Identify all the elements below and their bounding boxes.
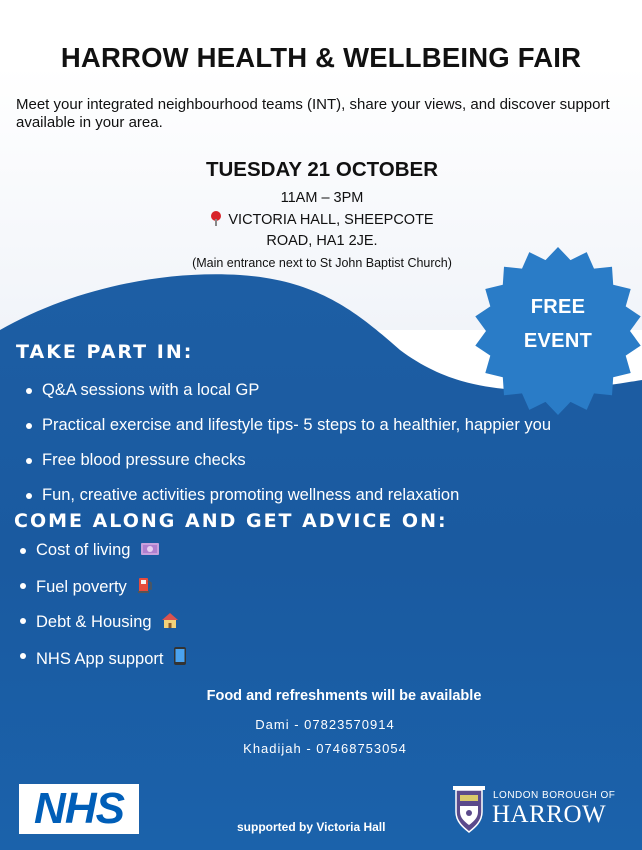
take-part-heading: TAKE PART IN:: [16, 341, 194, 363]
mobile-phone-icon: [173, 646, 187, 666]
list-item-label: Fuel poverty: [36, 578, 127, 596]
list-item: [36, 611, 179, 632]
location-pin-icon: [210, 211, 222, 226]
nhs-logo-text: NHS: [34, 784, 124, 833]
badge-line-1: FREE: [530, 296, 586, 318]
harrow-crest-icon: [450, 786, 488, 834]
refreshments-note: Food and refreshments will be available: [206, 688, 482, 704]
location-note: (Main entrance next to St John Baptist Church): [192, 256, 452, 270]
contact-khadijah: Khadijah - 07468753054: [243, 741, 407, 756]
free-event-text: [472, 290, 642, 358]
nhs-logo: [19, 784, 139, 834]
badge-line-2: EVENT: [523, 330, 593, 352]
list-item-label: Debt & Housing: [36, 613, 152, 631]
list-item: Practical exercise and lifestyle tips- 5 steps to a healthier, happier you: [42, 416, 552, 434]
list-item: Q&A sessions with a local GP: [42, 381, 260, 399]
contact-dami: Dami - 07823570914: [255, 717, 395, 732]
council-small-text: LONDON BOROUGH OF: [493, 790, 616, 801]
location-line-2: ROAD, HA1 2JE.: [266, 232, 378, 249]
list-item: [36, 646, 187, 669]
event-date: TUESDAY 21 OCTOBER: [205, 158, 439, 181]
harrow-council-logo: [446, 786, 636, 836]
council-big-text: HARROW: [492, 801, 607, 828]
advice-heading: COME ALONG AND GET ADVICE ON:: [14, 510, 448, 532]
list-item: [36, 576, 154, 597]
list-item-label: Cost of living: [36, 541, 131, 559]
list-item-label: NHS App support: [36, 650, 164, 668]
list-item: Free blood pressure checks: [42, 451, 246, 469]
intro-text: Meet your integrated neighbourhood teams (INT), share your views, and discover support available in your area.: [16, 96, 610, 131]
fuel-pump-icon: [136, 576, 154, 594]
house-icon: [161, 611, 179, 629]
event-time: 11AM – 3PM: [280, 190, 364, 206]
list-item: [36, 541, 160, 560]
supported-by-text: supported by Victoria Hall: [237, 820, 386, 834]
location-line-1: VICTORIA HALL, SHEEPCOTE: [228, 212, 434, 228]
list-item: Fun, creative activities promoting wellness and relaxation: [42, 486, 460, 504]
money-icon: [140, 541, 160, 557]
page-title: HARROW HEALTH & WELLBEING FAIR: [60, 42, 582, 73]
